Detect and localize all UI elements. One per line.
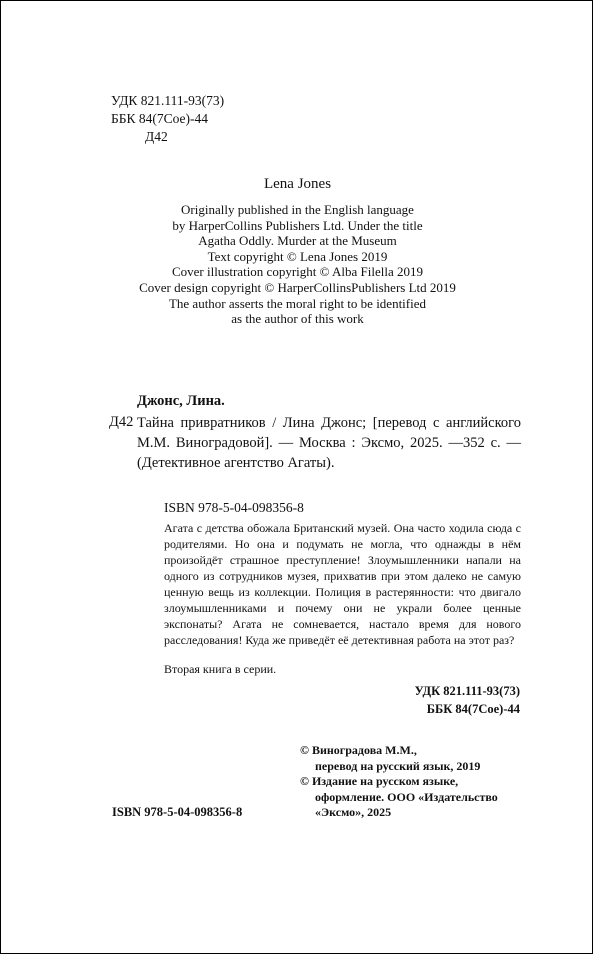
- edition-copyright: © Издание на русском языке,: [300, 774, 459, 788]
- original-line: Cover design copyright © HarperCollinsPublishers Ltd 2019: [139, 279, 456, 295]
- catalog-author-code: Д42: [109, 414, 134, 430]
- translator-copyright: © Виноградова М.М.,: [300, 743, 417, 757]
- catalog-description: Тайна привратников / Лина Джонс; [перевод с английского М.М. Виноградовой]. — Москва : Эксмо, 2025. —352 с. — (Детективное агентство Агаты).: [137, 415, 521, 471]
- catalog-author-heading: Джонс, Лина.: [137, 393, 225, 409]
- author-code: Д42: [145, 129, 168, 144]
- classification-block: [111, 92, 224, 146]
- original-author: Lena Jones: [263, 176, 332, 192]
- annotation: Агата с детства обожала Британский музей. Она часто ходила сюда с родителями. Но она и подумать не могла, что однажды в нём произойдёт страшное преступление! Злоумышленники напали на одного из сотрудников музея, прихватив при этом далеко не самую ценную вещь из коллекции. Полиция в растерянности: что двигало злоумышленниками и почему они не украли более ценные экспонаты? Агата не сомневается, настало время для нового расследования! Куда же приведёт её детективная работа на этот раз?: [164, 521, 521, 647]
- original-line: Originally published in the English language: [181, 202, 414, 217]
- series-note: Вторая книга в серии.: [164, 662, 277, 676]
- russian-copyright-block: [300, 743, 526, 821]
- bbk-code: ББК 84(7Сое)-44: [111, 111, 209, 126]
- catalog-isbn: ISBN 978-5-04-098356-8: [164, 500, 304, 515]
- original-line: as the author of this work: [231, 311, 364, 327]
- edition-copyright-cont: оформление. ООО «Издательство: [315, 789, 498, 804]
- classification-block-right: [301, 682, 520, 718]
- original-line: by HarperCollins Publishers Ltd. Under the title: [172, 217, 423, 233]
- original-copyright-block: [1, 202, 593, 327]
- bbk-code-right: ББК 84(7Сое)-44: [426, 702, 520, 716]
- original-line: Agatha Oddly. Murder at the Museum: [198, 233, 397, 249]
- original-line: The author asserts the moral right to be identified: [168, 295, 427, 311]
- original-line: Cover illustration copyright © Alba Filella 2019: [171, 264, 424, 280]
- translator-copyright-cont: перевод на русский язык, 2019: [315, 758, 481, 773]
- original-line: Text copyright © Lena Jones 2019: [207, 248, 388, 264]
- edition-copyright-cont: «Эксмо», 2025: [315, 805, 392, 819]
- udk-code: УДК 821.111-93(73): [111, 93, 225, 108]
- isbn-bottom: ISBN 978-5-04-098356-8: [112, 805, 243, 819]
- udk-code-right: УДК 821.111-93(73): [414, 684, 520, 698]
